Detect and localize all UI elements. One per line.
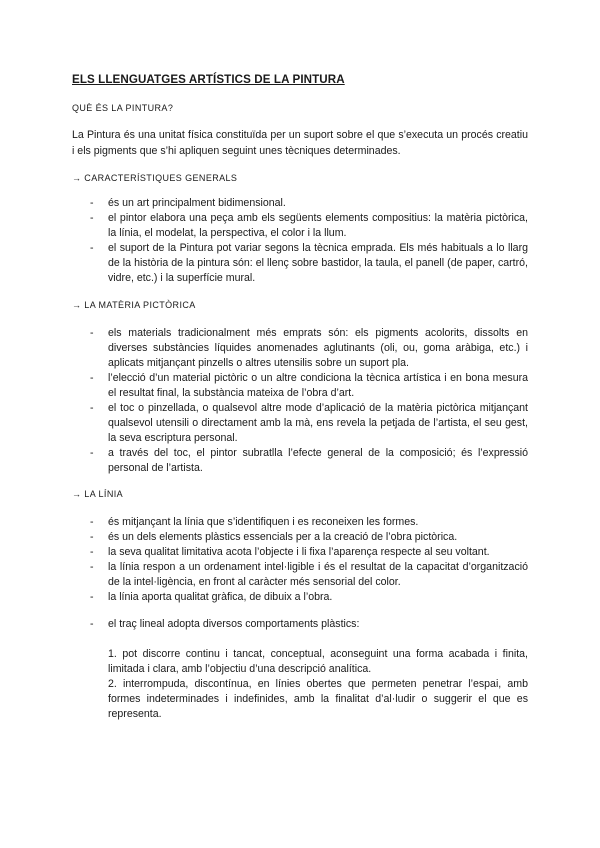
list-item xyxy=(72,196,528,211)
list-item xyxy=(72,545,528,560)
list-item xyxy=(72,401,528,446)
numbered-item: 1. pot discorre continu i tancat, conceptual, aconseguint una forma acabada i finita, limitada i clara, amb l’objectiu d’una descripció analítica. xyxy=(108,648,528,675)
bullet-dash: - xyxy=(90,561,94,573)
intro-heading: QUÈ ÉS LA PINTURA? xyxy=(72,103,174,113)
bullet-dash: - xyxy=(90,242,94,254)
list-item-text: el suport de la Pintura pot variar segons la tècnica emprada. Els més habituals a lo llarg de la història de la pintura són: el llenç sobre bastidor, la taula, el panell (de paper, cartró, vidre, etc.) i la superfície mural. xyxy=(108,242,528,284)
bullet-dash: - xyxy=(90,531,94,543)
list-item-text: la línia aporta qualitat gràfica, de dibuix a l’obra. xyxy=(108,591,333,603)
bullet-dash: - xyxy=(90,212,94,224)
bullet-dash: - xyxy=(90,591,94,603)
linia-list xyxy=(72,515,528,605)
list-item-text: la línia respon a un ordenament intel·ligible i és el resultat de la capacitat d’organització de la intel·ligència, en front al caràcter més sensorial del color. xyxy=(108,561,528,588)
bullet-dash: - xyxy=(90,546,94,558)
bullet-dash: - xyxy=(90,447,94,459)
list-item-text: a través del toc, el pintor subratlla l’efecte general de la composició; és l’expressió personal de l’artista. xyxy=(108,447,528,474)
list-item-text: l’elecció d’un material pictòric o un altre condiciona la tècnica artística i en bona mesura el resultat final, la substància mateixa de l’obra d’art. xyxy=(108,372,528,399)
list-item-text: el toc o pinzellada, o qualsevol altre mode d’aplicació de la matèria pictòrica mitjançant qualsevol utensili o directament amb la mà, ens revela la petjada de l’artista, el seu gest, la seva escriptura personal. xyxy=(108,402,528,444)
list-item xyxy=(72,241,528,286)
list-item xyxy=(72,590,528,605)
materia-list xyxy=(72,326,528,476)
caracteristiques-list xyxy=(72,196,528,286)
numbered-item: 2. interrompuda, discontínua, en línies obertes que permeten penetrar l’espai, amb formes indeterminades i indefinides, amb la finalitat d’al·ludir o suggerir el que es representa. xyxy=(108,678,528,720)
linia-extra-list xyxy=(72,617,528,632)
list-item-text: el pintor elabora una peça amb els següents elements compositius: la matèria pictòrica, la línia, el modelat, la perspectiva, el color i la llum. xyxy=(108,212,528,239)
list-item-text: és mitjançant la línia que s’identifiquen i es reconeixen les formes. xyxy=(108,516,419,528)
list-item xyxy=(72,326,528,371)
list-item-text: el traç lineal adopta diversos comportaments plàstics: xyxy=(108,618,360,630)
bullet-dash: - xyxy=(90,372,94,384)
list-item xyxy=(72,530,528,545)
document-title: ELS LLENGUATGES ARTÍSTICS DE LA PINTURA xyxy=(72,73,345,86)
list-item xyxy=(72,617,528,632)
section-heading-linia: → LA LÍNIA xyxy=(72,489,124,499)
bullet-dash: - xyxy=(90,197,94,209)
intro-paragraph: La Pintura és una unitat física constituïda per un suport sobre el que s’executa un procés creatiu i els pigments que s’hi apliquen seguint unes tècniques determinades. xyxy=(72,129,528,157)
bullet-dash: - xyxy=(90,516,94,528)
list-item xyxy=(72,211,528,241)
list-item xyxy=(72,515,528,530)
bullet-dash: - xyxy=(90,402,94,414)
list-item-text: els materials tradicionalment més emprats són: els pigments acolorits, dissolts en diverses substàncies líquides anomenades aglutinants (oli, ou, goma aràbiga, etc.) i aplicats mitjançant pinzells o altres utensilis sobre un suport pla. xyxy=(108,327,528,369)
list-item xyxy=(72,371,528,401)
list-item-text: és un dels elements plàstics essencials per a la creació de l’obra pictòrica. xyxy=(108,531,458,543)
list-item-text: és un art principalment bidimensional. xyxy=(108,197,286,209)
section-heading-materia: → LA MATÈRIA PICTÒRICA xyxy=(72,300,196,310)
bullet-dash: - xyxy=(90,618,94,630)
list-item-text: la seva qualitat limitativa acota l’objecte i li fixa l’aparença respecte al seu voltant. xyxy=(108,546,490,558)
list-item xyxy=(72,560,528,590)
list-item xyxy=(72,446,528,476)
section-heading-caracteristiques: → CARACTERÍSTIQUES GENERALS xyxy=(72,173,238,183)
linia-numbered-list xyxy=(108,647,528,722)
bullet-dash: - xyxy=(90,327,94,339)
